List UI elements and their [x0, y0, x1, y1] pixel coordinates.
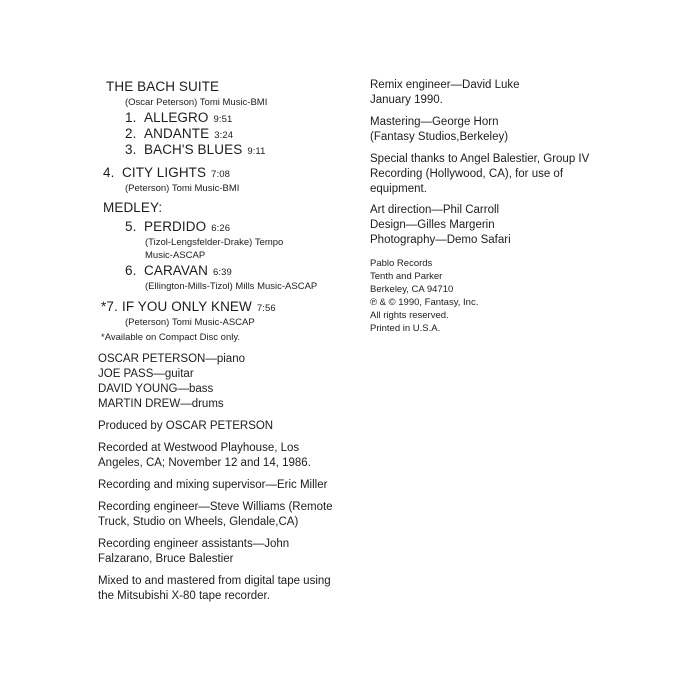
recorded-line: Recorded at Westwood Playhouse, Los — [98, 442, 300, 454]
assistants-line: Recording engineer assistants—John — [98, 538, 290, 550]
track-5-credit-line2: Music-ASCAP — [145, 250, 206, 261]
art-line: Design—Gilles Margerin — [370, 219, 495, 231]
art-line: Photography—Demo Safari — [370, 234, 511, 246]
cd-note: *Available on Compact Disc only. — [101, 332, 241, 343]
track-number: 6. — [125, 263, 137, 278]
label-line: Tenth and Parker — [370, 271, 443, 282]
thanks-line: equipment. — [370, 183, 427, 195]
track-title: ANDANTE — [144, 126, 210, 141]
track-duration: 7:08 — [211, 169, 231, 180]
mixed-line: Mixed to and mastered from digital tape using — [98, 575, 331, 587]
assistants-line: Falzarano, Bruce Balestier — [98, 553, 234, 565]
personnel-item: JOE PASS—guitar — [98, 368, 194, 380]
track-number: 4. — [103, 165, 115, 180]
track-6 — [125, 263, 232, 278]
medley-title: MEDLEY: — [103, 200, 163, 215]
track-duration: 6:39 — [212, 267, 232, 278]
track-duration: 9:51 — [213, 114, 233, 125]
suite-title: THE BACH SUITE — [106, 79, 220, 94]
track-number: 3. — [125, 142, 137, 157]
art-line: Art direction—Phil Carroll — [370, 204, 500, 216]
remix-line: January 1990. — [370, 94, 443, 106]
recorded-line: Angeles, CA; November 12 and 14, 1986. — [98, 457, 311, 469]
track-7 — [101, 299, 276, 314]
track-3 — [125, 142, 266, 157]
track-5 — [125, 219, 230, 234]
track-number: *7. — [101, 299, 118, 314]
engineer-line: Truck, Studio on Wheels, Glendale,CA) — [98, 516, 299, 528]
track-title: PERDIDO — [144, 219, 207, 234]
track-4-credit: (Peterson) Tomi Music-BMI — [125, 183, 240, 194]
track-number: 1. — [125, 110, 137, 125]
label-line: Printed in U.S.A. — [370, 323, 441, 334]
label-line: Pablo Records — [370, 258, 433, 269]
personnel-item: DAVID YOUNG—bass — [98, 383, 214, 395]
personnel-item: MARTIN DREW—drums — [98, 398, 224, 410]
track-4 — [103, 165, 230, 180]
label-line: Berkeley, CA 94710 — [370, 284, 454, 295]
track-title: ALLEGRO — [144, 110, 209, 125]
thanks-line: Recording (Hollywood, CA), for use of — [370, 168, 564, 180]
track-1 — [125, 110, 232, 125]
track-6-credit: (Ellington-Mills-Tizol) Mills Music-ASCAP — [145, 281, 318, 292]
track-duration: 3:24 — [214, 130, 234, 141]
label-line: All rights reserved. — [370, 310, 449, 321]
copyright-line: ℗ & © 1990, Fantasy, Inc. — [370, 297, 479, 308]
track-7-credit: (Peterson) Tomi Music-ASCAP — [125, 317, 255, 328]
track-number: 5. — [125, 219, 137, 234]
track-title: CITY LIGHTS — [122, 165, 207, 180]
mastering-line: (Fantasy Studios,Berkeley) — [370, 131, 509, 143]
track-title: CARAVAN — [144, 263, 208, 278]
producer-credit: Produced by OSCAR PETERSON — [98, 420, 274, 432]
track-duration: 9:11 — [247, 146, 266, 157]
track-title: BACH'S BLUES — [144, 142, 243, 157]
track-duration: 7:56 — [256, 303, 276, 314]
mixing-supervisor-credit: Recording and mixing supervisor—Eric Miller — [98, 479, 328, 491]
personnel-item: OSCAR PETERSON—piano — [98, 353, 245, 365]
track-title: IF YOU ONLY KNEW — [122, 299, 252, 314]
track-duration: 6:26 — [211, 223, 231, 234]
remix-line: Remix engineer—David Luke — [370, 79, 520, 91]
track-5-credit-line1: (Tizol-Lengsfelder-Drake) Tempo — [145, 237, 284, 248]
engineer-line: Recording engineer—Steve Williams (Remote — [98, 501, 333, 513]
mastering-line: Mastering—George Horn — [370, 116, 499, 128]
thanks-line: Special thanks to Angel Balestier, Group IV — [370, 153, 590, 165]
suite-credit: (Oscar Peterson) Tomi Music-BMI — [125, 97, 268, 108]
mixed-line: the Mitsubishi X-80 tape recorder. — [98, 590, 270, 602]
track-2 — [125, 126, 233, 141]
track-number: 2. — [125, 126, 137, 141]
